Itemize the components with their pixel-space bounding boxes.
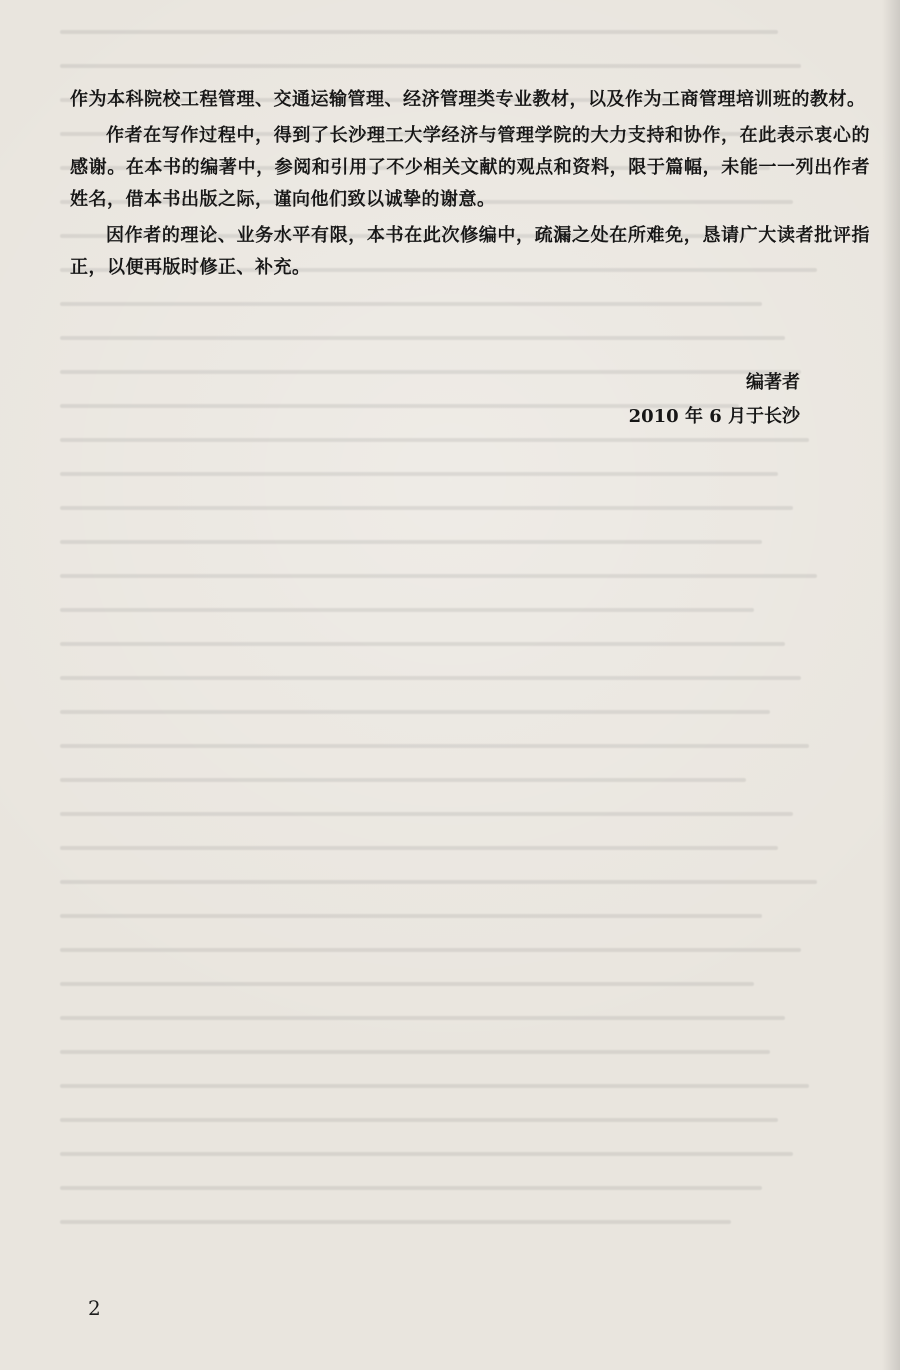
body-text <box>70 84 870 288</box>
paragraph-continuation: 作为本科院校工程管理、交通运输管理、经济管理类专业教材，以及作为工商管理培训班的教材。 <box>70 89 866 110</box>
paragraph-acknowledgement: 作者在写作过程中，得到了长沙理工大学经济与管理学院的大力支持和协作，在此表示衷心的感谢。在本书的编著中，参阅和引用了不少相关文献的观点和资料，限于篇幅，未能一一列出作者姓名，借本书出版之际，谨向他们致以诚挚的谢意。 <box>70 125 870 210</box>
page-number: 2 <box>88 1296 101 1320</box>
paragraph-apology: 因作者的理论、业务水平有限，本书在此次修编中，疏漏之处在所难免，恳请广大读者批评指正，以便再版时修正、补充。 <box>70 225 870 278</box>
signature-block <box>540 366 800 434</box>
author-label: 编著者 <box>746 372 800 393</box>
date-place-line: 2010 年 6 月于长沙 <box>628 406 800 427</box>
page-edge-shadow <box>882 0 900 1370</box>
